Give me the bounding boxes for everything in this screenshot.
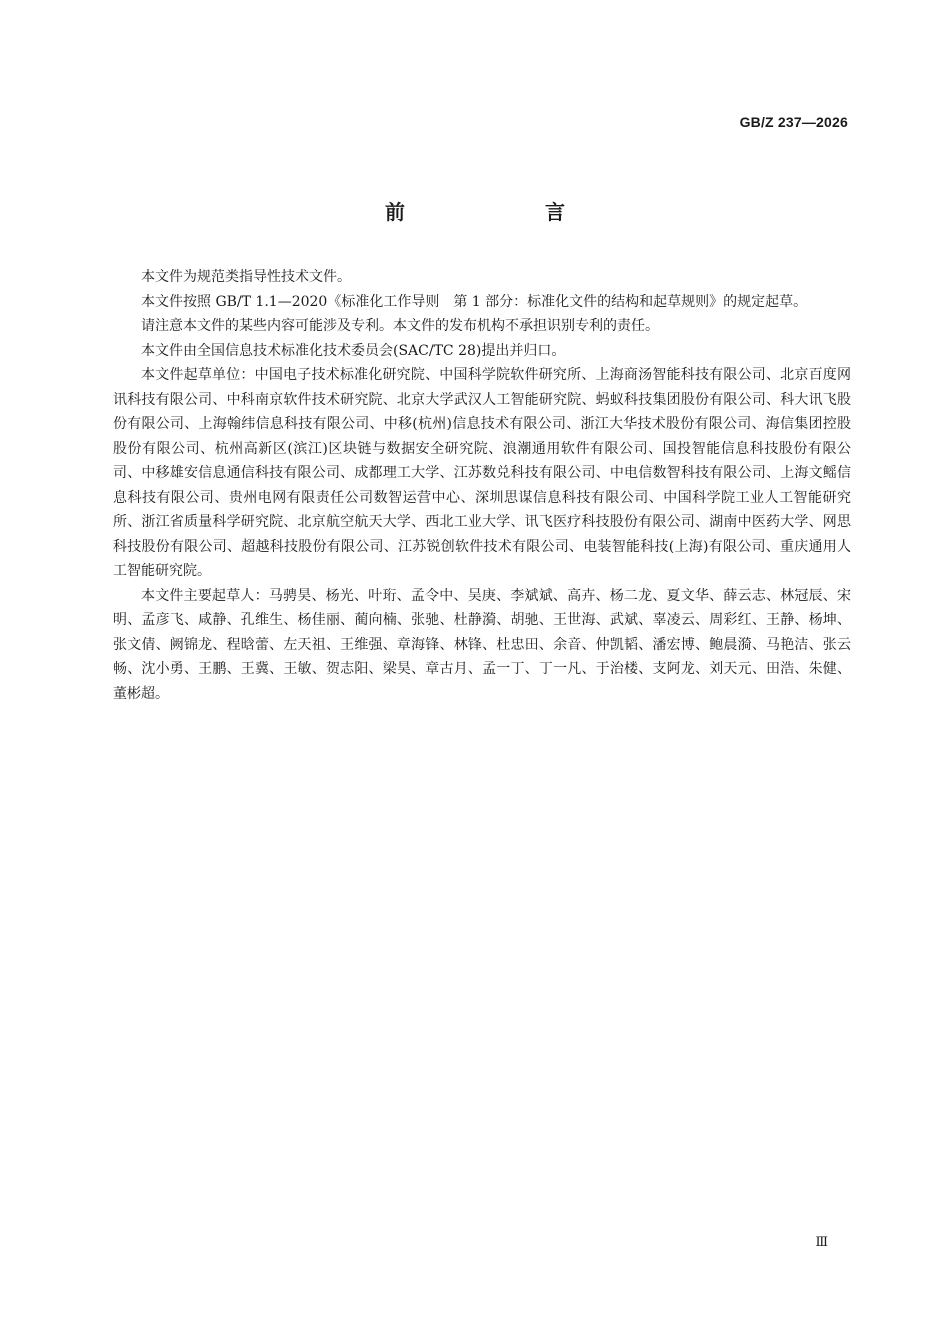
- standard-number: GB/Z 237—2026: [739, 114, 848, 130]
- foreword-body: [113, 265, 851, 706]
- page-number: Ⅲ: [815, 1235, 828, 1250]
- paragraph-drafting-rules: 本文件按照 GB/T 1.1—2020《标准化工作导则 第 1 部分：标准化文件的结构和起草规则》的规定起草。: [141, 293, 808, 310]
- paragraph-committee: 本文件由全国信息技术标准化技术委员会(SAC/TC 28)提出并归口。: [141, 342, 566, 359]
- paragraph-drafters: 本文件主要起草人：马骋昊、杨光、叶珩、孟令中、吴庚、李斌斌、高卉、杨二龙、夏文华、薛云志、林冠辰、宋明、孟彦飞、咸静、孔维生、杨佳丽、蔺向楠、张驰、杜静漪、胡驰、王世海、武斌、辜凌云、周彩红、王静、杨坤、张文倩、阙锦龙、程晗蕾、左天祖、王维强、章海锋、林锋、杜忠田、余音、仲凯韬、潘宏博、鲍晨漪、马艳洁、张云畅、沈小勇、王鹏、王冀、王敏、贺志阳、梁昊、章古月、孟一丁、丁一凡、于治楼、支阿龙、刘天元、田浩、朱健、董彬超。: [113, 587, 851, 702]
- paragraph-document-type: 本文件为规范类指导性技术文件。: [141, 269, 351, 285]
- page-title: 前 言: [385, 200, 625, 224]
- paragraph-drafting-organizations: 本文件起草单位：中国电子技术标准化研究院、中国科学院软件研究所、上海商汤智能科技有限公司、北京百度网讯科技有限公司、中科南京软件技术研究院、北京大学武汉人工智能研究院、蚂蚁科技集团股份有限公司、科大讯飞股份有限公司、上海翰纬信息科技有限公司、中移(杭州)信息技术有限公司、浙江大华技术股份有限公司、海信集团控股股份有限公司、杭州高新区(滨江)区块链与数据安全研究院、浪潮通用软件有限公司、国投智能信息科技股份有限公司、中移雄安信息通信科技有限公司、成都理工大学、江苏数兑科技有限公司、中电信数智科技有限公司、上海文鳐信息科技有限公司、贵州电网有限责任公司数智运营中心、深圳思谋信息科技有限公司、中国科学院工业人工智能研究所、浙江省质量科学研究院、北京航空航天大学、西北工业大学、讯飞医疗科技股份有限公司、湖南中医药大学、网思科技股份有限公司、超越科技股份有限公司、江苏锐创软件技术有限公司、电装智能科技(上海)有限公司、重庆通用人工智能研究院。: [113, 367, 851, 579]
- paragraph-patent-notice: 请注意本文件的某些内容可能涉及专利。本文件的发布机构不承担识别专利的责任。: [141, 318, 659, 334]
